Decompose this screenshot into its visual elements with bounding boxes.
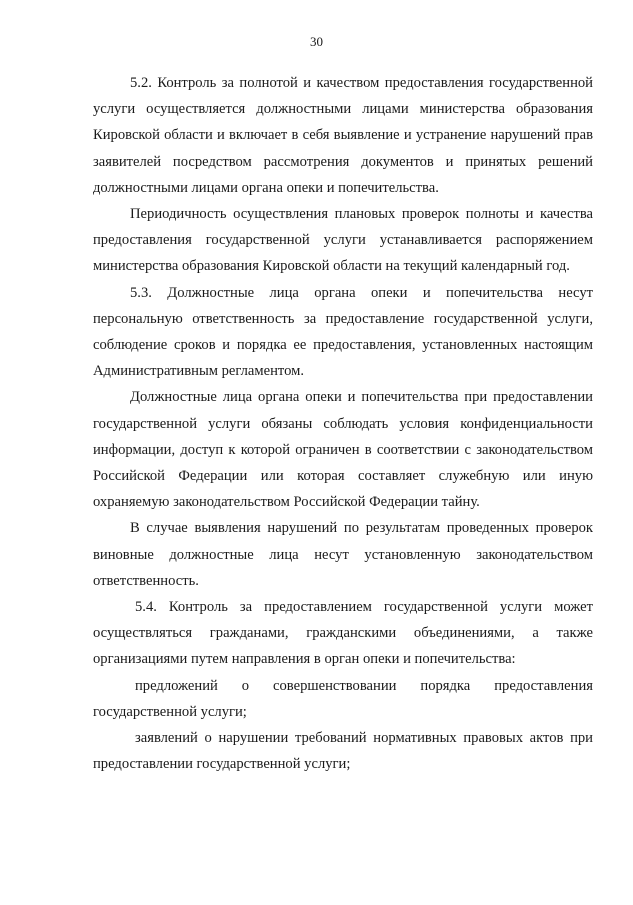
paragraph-confidentiality: Должностные лица органа опеки и попечительства при предоставлении государственной услуги обязаны соблюдать условия конфиденциальности информации, доступ к которой ограничен в соответствии с законодательством Российской Федерации или которая составляет служебную или иную охраняемую законодательством Российской Федерации тайну. bbox=[93, 389, 593, 511]
page-number: 30 bbox=[310, 34, 323, 49]
paragraph-5-4: 5.4. Контроль за предоставлением государственной услуги может осуществляться гражданами, гражданскими объединениями, а также организациями путем направления в орган опеки и попечительства: bbox=[93, 599, 593, 668]
list-item-proposals: предложений о совершенствовании порядка предоставления государственной услуги; bbox=[93, 677, 593, 720]
paragraph-inspection-frequency: Периодичность осуществления плановых проверок полноты и качества предоставления государственной услуги устанавливается распоряжением министерства образования Кировской области на текущий календарный год. bbox=[93, 206, 593, 275]
paragraph-5-2: 5.2. Контроль за полнотой и качеством предоставления государственной услуги осуществляется должностными лицами министерства образования Кировской области и включает в себя выявление и устранение нарушений прав заявителей посредством рассмотрения документов и принятых решений должностными лицами органа опеки и попечительства. bbox=[93, 75, 593, 196]
paragraph-5-3: 5.3. Должностные лица органа опеки и попечительства несут персональную ответственность за предоставление государственной услуги, соблюдение сроков и порядка ее предоставления, установленных настоящим Административным регламентом. bbox=[93, 284, 593, 380]
list-item-complaints: заявлений о нарушении требований нормативных правовых актов при предоставлении государственной услуги; bbox=[93, 730, 593, 773]
paragraph-violations: В случае выявления нарушений по результатам проведенных проверок виновные должностные лица несут установленную законодательством ответственность. bbox=[93, 520, 593, 589]
document-body bbox=[93, 70, 593, 777]
